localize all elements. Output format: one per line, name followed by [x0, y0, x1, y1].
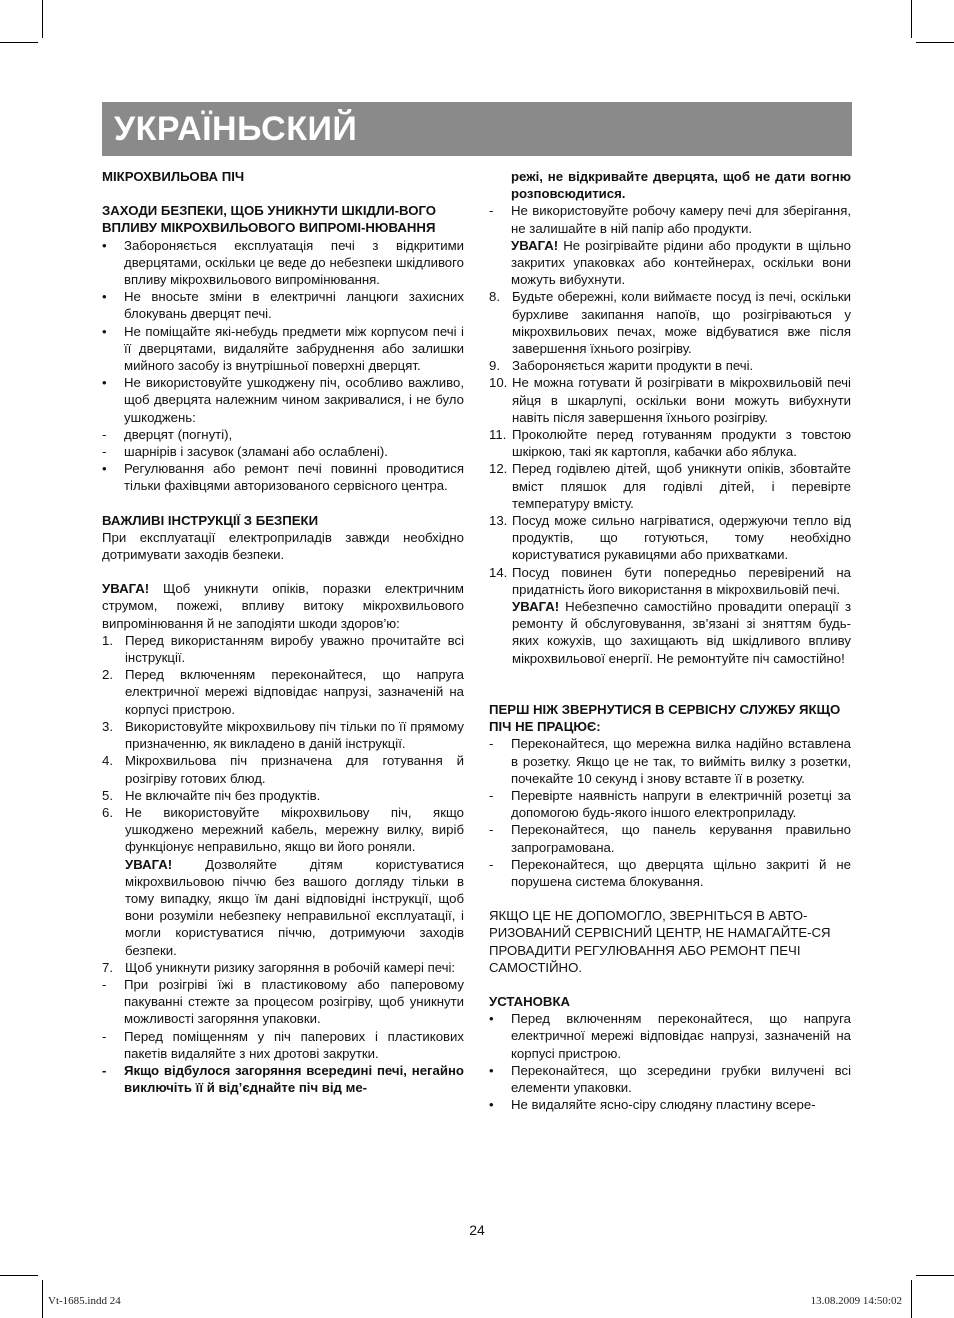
fire-list [102, 976, 464, 1062]
instruction-list [102, 632, 464, 856]
list-item: 11. Проколюйте перед готуванням продукти з товстою шкіркою, такі як картопля, кабачки або яблука. [489, 427, 851, 460]
service-heading: ПЕРШ НІЖ ЗВЕРНУТИСЯ В СЕРВІСНУ СЛУЖБУ ЯКЩО ПІЧ НЕ ПРАЦЮЄ: [489, 701, 841, 735]
list-item: • Не вносьте зміни в електричні ланцюги захисних блокувань дверцят печі. [102, 289, 464, 322]
crop-mark [42, 0, 43, 38]
service-list [489, 735, 851, 890]
list-item: режі, не відкривайте дверцята, щоб не дати вогню розповсюдитися. [511, 169, 851, 202]
language-title: УКРАЇНЬСКИЙ [114, 110, 358, 148]
instruction-list [489, 288, 851, 598]
right-column [489, 168, 851, 1113]
crop-mark [0, 42, 38, 43]
list-item: 6. Не використовуйте мікрохвильову піч, якщо ушкоджено мережний кабель, мережну вилку, виріб функціонує неправильно, якщо ви його роняли. [102, 804, 464, 855]
install-heading: УСТАНОВКА [489, 993, 571, 1009]
list-item: • Забороняється експлуатація печі з відкритими дверцятами, оскільки це веде до небезпеки шкідливого впливу мікрохвильового випромінювання. [102, 237, 464, 288]
list-item: - Перевірте наявність напруги в електричній розетці за допомогою будь-якого іншого електроприладу. [489, 787, 851, 821]
list-item: УВАГА! Дозволяйте дітям користуватися мікрохвильовою піччю без вашого догляду тільки в тому випадку, якщо їм дані відповідні інструкції, щоб вони розуміли небезпеку неправильної експлуатації, і могли користуватися піччю, дотримуючи заходів безпеки. [125, 856, 464, 958]
crop-mark [911, 1280, 912, 1318]
list-item: - При розігріві їжі в пластиковому або паперовому пакуванні стежте за процесом розігріву, щоб уникнути можливості загоряння упаковки. [102, 976, 464, 1027]
timestamp-slug: 13.08.2009 14:50:02 [810, 1295, 902, 1307]
warning-paragraph: УВАГА! Щоб уникнути опіків, поразки електричним струмом, пожежі, впливу витоку мікрохвильового випромінювання й не заподіяти шкоди здоров’ю: [102, 581, 464, 631]
list-item: 13. Посуд може сильно нагріватися, одержуючи тепло від продуктів, що готуються, тому необхідно користуватися рукавицями або прихватками. [489, 513, 851, 563]
list-item: - Не використовуйте робочу камеру печі для зберігання, не залишайте в ній папір або продукти. [489, 203, 851, 236]
list-item: 3. Використовуйте мікрохвильову піч тільки по її прямому призначенню, як викладено в даній інструкції. [102, 718, 464, 752]
list-item: - Переконайтеся, що мережна вилка надійно вставлена в розетку. Якщо це не так, то вийміть вилку з розетки, почекайте 10 секунд і знову вставте її в розетку. [489, 736, 851, 786]
safety-heading: ЗАХОДИ БЕЗПЕКИ, ЩОБ УНИКНУТИ ШКІДЛИ-ВОГО ВПЛИВУ МІКРОХВИЛЬОВОГО ВИПРОМІ-НЮВАННЯ [102, 203, 437, 236]
list-item: 14. Посуд повинен бути попередньо перевірений на придатність його використання в мікрохвильовій печі. [489, 564, 851, 597]
important-text: При експлуатації електроприладів завжди необхідно дотримувати заходів безпеки. [102, 529, 464, 563]
crop-mark [916, 42, 954, 43]
list-item: УВАГА! Не розігрівайте рідини або продукти в щільно закритих упаковках або контейнерах, оскільки вони можуть вибухнути. [511, 237, 851, 288]
list-item: 8. Будьте обережні, коли виймаєте посуд із печі, оскільки бурхливе закипання напоїв, що розігріваються у мікрохвильових печах, може відбуватися вже після завершення їхнього розігріву. [489, 289, 851, 357]
list-item: - шарнірів і засувок (зламані або ослаблені). [102, 444, 388, 460]
crop-mark [42, 1280, 43, 1318]
list-item: - Переконайтеся, що дверцята щільно закриті й не порушена система блокування. [489, 856, 851, 889]
crop-mark [0, 1275, 38, 1276]
install-list [489, 1010, 851, 1113]
crop-mark [916, 1275, 954, 1276]
list-item: - Якщо відбулося загоряння всередині печі, негайно виключіть її й від’єднайте піч від ме- [102, 1062, 464, 1096]
damage-list [102, 426, 464, 460]
page-number: 24 [469, 1222, 485, 1238]
list-item: 7. Щоб уникнути ризику загоряння в робочій камері печі: [102, 959, 456, 975]
safety-list [102, 237, 464, 426]
list-item: 2. Перед включенням переконайтеся, що напруга електричної мережі відповідає напрузі, зазначеній на корпусі пристрою. [102, 667, 464, 717]
list-item: • Перед включенням переконайтеся, що напруга електричної мережі відповідає напрузі, зазначеній на корпусі пристрою. [489, 1011, 851, 1061]
list-item: 12. Перед годівлею дітей, щоб уникнути опіків, збовтайте вміст пляшок для годівлі дітей, і перевірте температуру вмісту. [489, 461, 851, 511]
list-item: • Переконайтеся, що зсередини грубки вилучені всі елементи упаковки. [489, 1062, 851, 1095]
file-slug: Vt-1685.indd 24 [48, 1295, 121, 1307]
list-item: 10. Не можна готувати й розігрівати в мікрохвильовій печі яйця в шкарлупі, оскільки вони можуть вибухнути навіть після завершення їхнього розігріву. [489, 375, 851, 425]
list-item: • Не видаляйте ясно-сіру слюдяну пластину всере- [489, 1097, 816, 1113]
list-item: - Переконайтеся, що панель керування правильно запрограмована. [489, 822, 851, 855]
section-title: МІКРОХВИЛЬОВА ПІЧ [102, 169, 245, 184]
list-item: - дверцят (погнуті), [102, 426, 233, 442]
important-heading: ВАЖЛИВІ ІНСТРУКЦІЇ З БЕЗПЕКИ [102, 512, 319, 528]
list-item: 9. Забороняється жарити продукти в печі. [489, 358, 754, 374]
list-item: 5. Не включайте піч без продуктів. [102, 787, 321, 803]
crop-mark [911, 0, 912, 38]
list-item: УВАГА! Небезпечно самостійно провадити операції з ремонту й обслуговування, зв’язані зі зняттям будь-яких кожухів, що захищають від шкідливого впливу мікрохвильової енергії. Не ремонтуйте піч самостійно! [512, 599, 851, 666]
language-header [102, 102, 852, 156]
service-note: ЯКЩО ЦЕ НЕ ДОПОМОГЛО, ЗВЕРНІТЬСЯ В АВТО-РИЗОВАНИЙ СЕРВІСНИЙ ЦЕНТР, НЕ НАМАГАЙТЕ-СЯ ПРОВАДИТИ РЕГУЛЮВАННЯ АБО РЕМОНТ ПЕЧІ САМОСТІЙНО. [489, 908, 831, 975]
list-item: • Не використовуйте ушкоджену піч, особливо важливо, щоб дверцята належним чином закривалися, і не було ушкоджень: [102, 375, 464, 425]
list-item: 4. Мікрохвильова піч призначена для готування й розігріву готових блюд. [102, 753, 464, 786]
list-item: - Перед поміщенням у піч паперових і пластикових пакетів видаляйте з них дротові закрутки. [102, 1028, 464, 1061]
list-item: • Не поміщайте які-небудь предмети між корпусом печі і її дверцятами, видаляйте забруднення або залишки мийного засобу із внутрішньої поверхні дверцят. [102, 323, 464, 374]
list-item: 1. Перед використанням виробу уважно прочитайте всі інструкції. [102, 632, 464, 666]
list-item: • Регулювання або ремонт печі повинні проводитися тільки фахівцями авторизованого сервісного центра. [102, 461, 464, 494]
left-column [102, 168, 464, 1096]
